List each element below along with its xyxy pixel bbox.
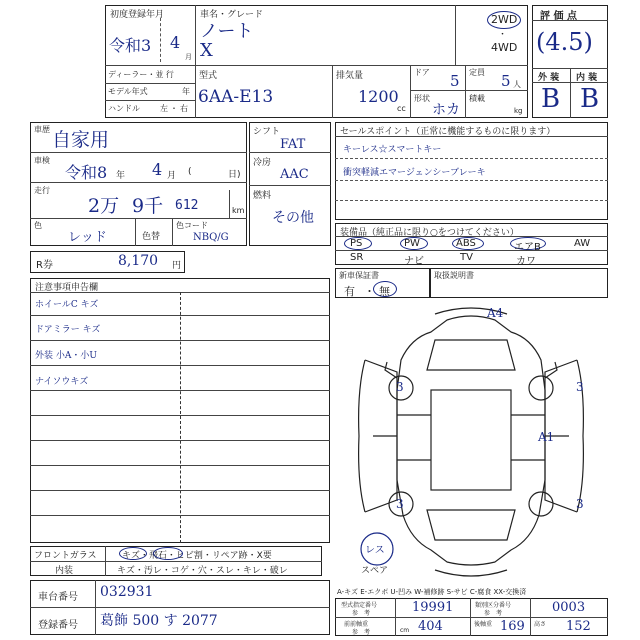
color-code: NBQ/G (193, 232, 229, 243)
first-reg-era: 令和3 (109, 36, 152, 55)
class-label: 類別区分番号 (475, 602, 512, 609)
handle-label: ハンドル (108, 104, 140, 113)
grade-name: X (200, 40, 213, 61)
ac-value: AAC (280, 167, 309, 182)
height-label: 高さ (534, 621, 547, 628)
first-reg-month: 4 (170, 33, 181, 52)
front-axle-label: 前前軸重 (344, 621, 369, 628)
interior-grade: B (580, 84, 600, 114)
drive-2wd: 2WD (491, 13, 518, 26)
equip-aw: AW (574, 238, 591, 249)
plate-value: 葛飾 500 す 2077 (100, 613, 218, 629)
chassis-value: 032931 (100, 584, 154, 600)
inspection-label: 車検 (34, 156, 50, 165)
note-item: ドアミラー キズ (35, 325, 101, 335)
equip-leather: カワ (516, 256, 536, 267)
mileage-sen: 9千 (132, 195, 164, 217)
model-year-label: モデル年式 (108, 87, 148, 96)
exterior-grade: B (541, 84, 561, 114)
interior-damage-text: キズ・汚レ・コゲ・穴・スレ・キレ・破レ (117, 566, 288, 576)
sales-point-item: キーレス☆スマートキー (343, 145, 442, 155)
records-label: 取扱説明書 (434, 271, 474, 280)
grade-label: 評 価 点 (540, 11, 577, 22)
inspection-era: 令和8 (65, 163, 108, 182)
designation-label: 型式指定番号 (341, 602, 378, 609)
equip-tv: TV (460, 252, 473, 263)
recycle-label: R券 (36, 260, 53, 271)
damage-mark-hood: A4 (487, 306, 504, 320)
plate-label: 登録番号 (38, 620, 78, 631)
glass-text: キズ・飛石・ヒビ割・リペア跡・X要 (122, 551, 272, 561)
shift-value: FAT (280, 137, 306, 152)
note-item: ナイソウキズ (35, 377, 89, 387)
first-reg-label: 初度登録年月 (110, 10, 165, 20)
type-label: 型式 (199, 71, 218, 81)
displacement-value: 1200 (358, 87, 399, 106)
shape-value: ホカ (432, 102, 460, 118)
chassis-label: 車台番号 (38, 592, 78, 603)
doors-label: ドア (414, 68, 430, 77)
damage-mark-right-front-wheel: 3 (576, 380, 584, 394)
mileage-rest: 612 (175, 198, 199, 213)
equip-airbag: エアB (514, 242, 541, 253)
front-axle-value: 404 (418, 619, 443, 634)
type-value: 6AA-E13 (198, 87, 274, 107)
notes-title: 注意事項申告欄 (35, 283, 99, 293)
equipment-title: 装備品（純正品に限り○をつけてください） (340, 228, 519, 238)
recycle-value: 8,170 (118, 253, 159, 269)
class-value: 0003 (552, 600, 586, 615)
shift-label: シフト (253, 127, 281, 137)
spare-mark: レス (365, 545, 385, 556)
recycle-box (30, 251, 185, 273)
car-name-label: 車名・グレード (200, 10, 264, 20)
spare-label: スペア (361, 566, 389, 576)
warranty-no: 無 (379, 285, 390, 298)
color-code-label: 色コード (176, 221, 208, 230)
inspection-month: 4 (152, 160, 163, 179)
damage-mark-left-front-wheel: 3 (396, 380, 404, 394)
mileage-label: 走行 (34, 186, 50, 195)
capacity-label: 定員 (469, 68, 485, 77)
damage-mark-right-rear-wheel: 3 (576, 497, 584, 511)
dealer-label: ディーラー・並 行 (108, 70, 174, 79)
color-label: 色 (34, 221, 42, 230)
equip-ps: PS (350, 238, 363, 249)
fuel-value: その他 (272, 210, 314, 226)
mileage-man: 2万 (88, 195, 120, 217)
capacity-value: 5 (501, 72, 511, 90)
note-item: ホイールC キズ (35, 300, 99, 310)
displacement-label: 排気量 (336, 71, 364, 81)
equip-sr: SR (350, 252, 364, 263)
interior-label: 内 装 (576, 73, 598, 83)
exterior-label: 外 装 (538, 73, 560, 83)
equip-abs: ABS (456, 238, 476, 249)
sales-point-item: 衝突軽減エマージェンシーブレーキ (343, 168, 486, 178)
damage-mark-right-side: A1 (538, 430, 555, 444)
doors-value: 5 (450, 72, 460, 90)
usage-value: 自家用 (52, 129, 110, 151)
damage-legend: A-キズ E-エクボ U-凹み W-補修跡 S-サビ C-腐食 XX-交換済 (337, 588, 527, 596)
ac-label: 冷房 (253, 158, 272, 168)
shape-label: 形状 (414, 94, 430, 103)
load-label: 積載 (469, 94, 485, 103)
rear-axle-value: 169 (500, 619, 525, 634)
rear-axle-label: 後軸重 (474, 621, 493, 628)
interior-damage-label: 内装 (55, 566, 74, 576)
equip-pw: PW (404, 238, 420, 249)
glass-label: フロントガラス (34, 551, 97, 561)
color-change-label: 色替 (142, 232, 161, 242)
usage-label: 車歴 (34, 125, 50, 134)
color-value: レッド (68, 230, 107, 245)
damage-mark-left-rear-wheel: 3 (396, 497, 404, 511)
month-unit: 月 (185, 53, 192, 61)
grade-score: (4.5) (536, 28, 593, 56)
warranty-yes: 有 (344, 285, 355, 298)
warranty-label: 新車保証書 (339, 271, 379, 280)
designation-value: 19991 (412, 600, 454, 615)
car-name: ノート (200, 21, 254, 42)
note-item: 外装 小A・小U (35, 351, 97, 361)
drive-4wd: 4WD (491, 41, 518, 54)
fuel-label: 燃料 (253, 191, 272, 201)
sales-points-title: セールスポイント（正常に機能するものに限ります） (340, 127, 556, 137)
height-value: 152 (566, 619, 591, 634)
equip-navi: ナビ (404, 256, 424, 267)
